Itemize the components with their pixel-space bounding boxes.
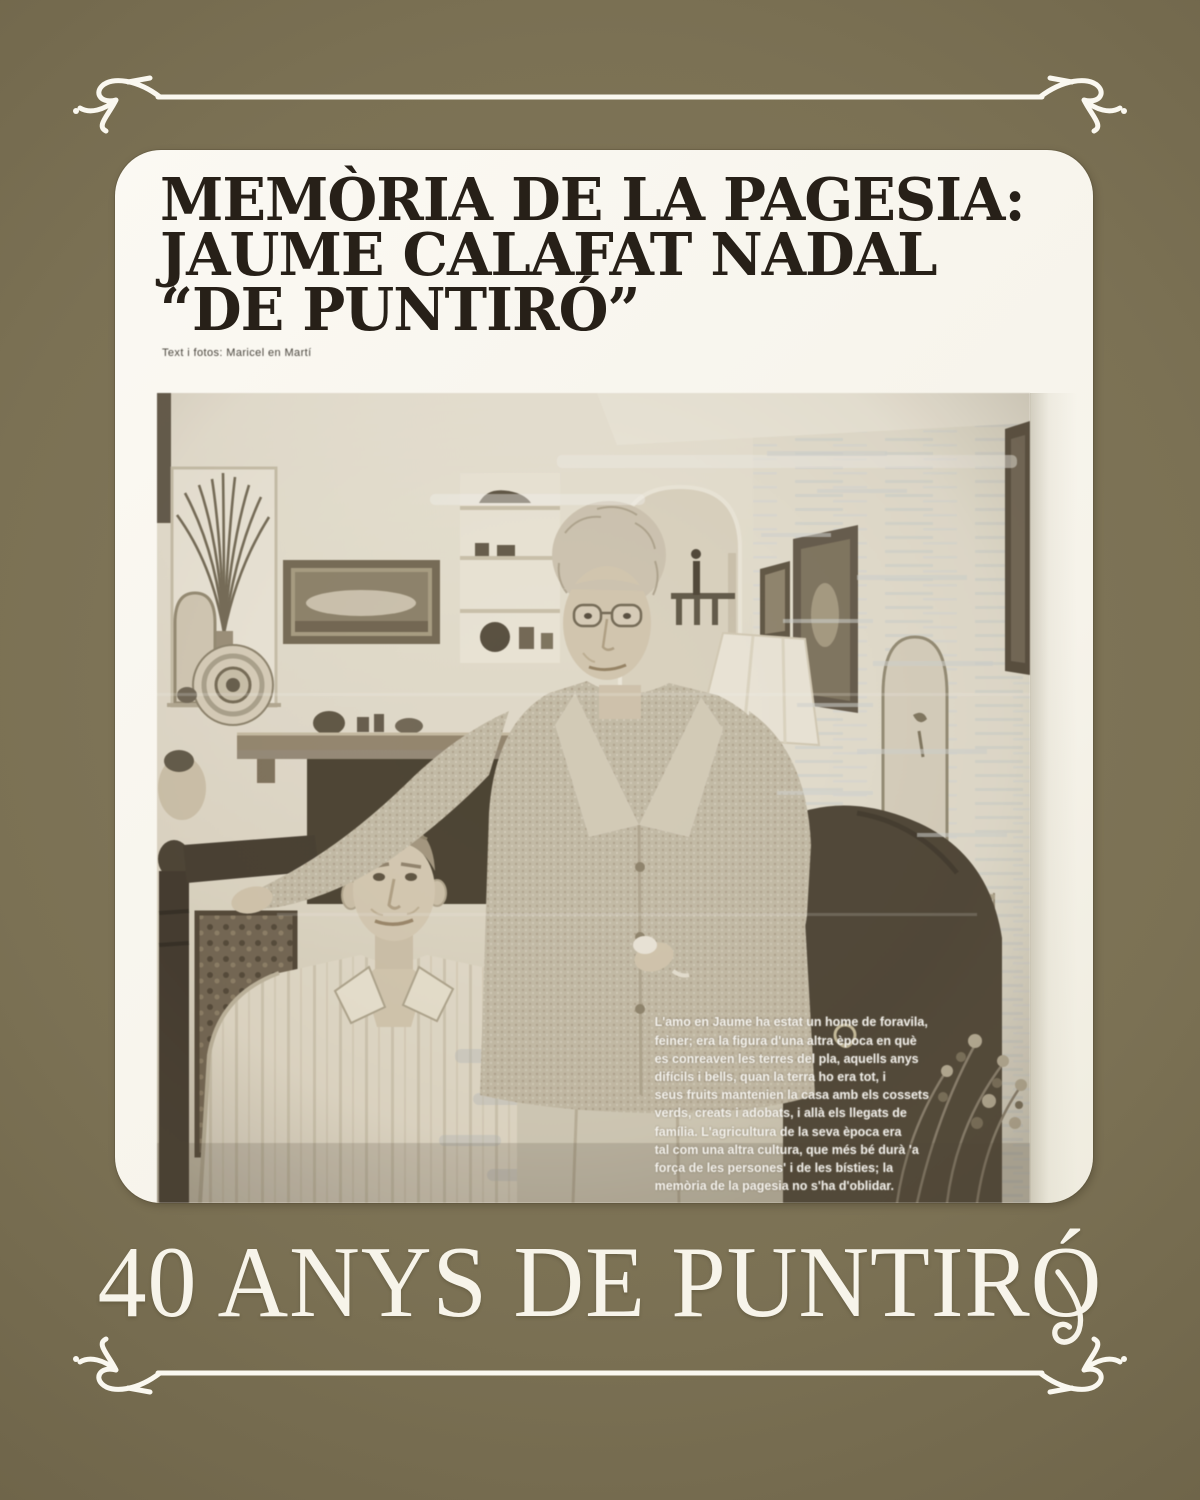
headline-line-3: “DE PUNTIRÓ” <box>160 275 640 344</box>
photo-caption <box>655 1013 995 1195</box>
caption-line: verds, creats i adobats, i allà els llegats de <box>654 1106 907 1121</box>
flourish-right-icon <box>1040 78 1127 131</box>
ornament-rule-top <box>68 70 1132 134</box>
caption-line: es conreaven les terres del pla, aquells anys <box>654 1051 919 1066</box>
byline: Text i fotos: Maricel en Martí <box>162 347 312 359</box>
flourish-left-icon <box>73 1339 160 1392</box>
article-card <box>115 150 1093 1203</box>
caption-line: força de les persones' i de les bísties; la <box>654 1161 894 1176</box>
photo <box>157 393 1030 1203</box>
caption-line: tal com una altra cultura, que més bé durà 'a <box>654 1142 919 1157</box>
headline-line-2: JAUME CALAFAT NADAL <box>160 220 937 289</box>
caption-line: feiner; era la figura d'una altra època en què <box>654 1033 917 1048</box>
footer-title-last-letter: Ó <box>1031 1232 1103 1334</box>
caption-line: família. L'agricultura de la seva època era <box>654 1124 902 1139</box>
caption-line: memòria de la pagesia no s'ha d'oblidar. <box>654 1179 894 1194</box>
headline <box>160 165 1025 344</box>
footer-title <box>24 1226 1176 1339</box>
ornament-rule-bottom <box>68 1336 1132 1400</box>
scan-shading <box>1030 393 1093 1203</box>
flourish-right-icon <box>1040 1339 1127 1392</box>
flourish-left-icon <box>73 78 160 131</box>
caption-line: seus fruits mantenien la casa amb els cossets <box>654 1088 930 1103</box>
caption-line: difícils i bells, quan la terra ho era tot, i <box>654 1070 886 1085</box>
headline-line-1: MEMÒRIA DE LA PAGESIA: <box>160 165 1025 234</box>
caption-line: L'amo en Jaume ha estat un home de foravila, <box>654 1015 928 1030</box>
footer-title-text: 40 ANYS DE PUNTIR <box>97 1226 1031 1339</box>
